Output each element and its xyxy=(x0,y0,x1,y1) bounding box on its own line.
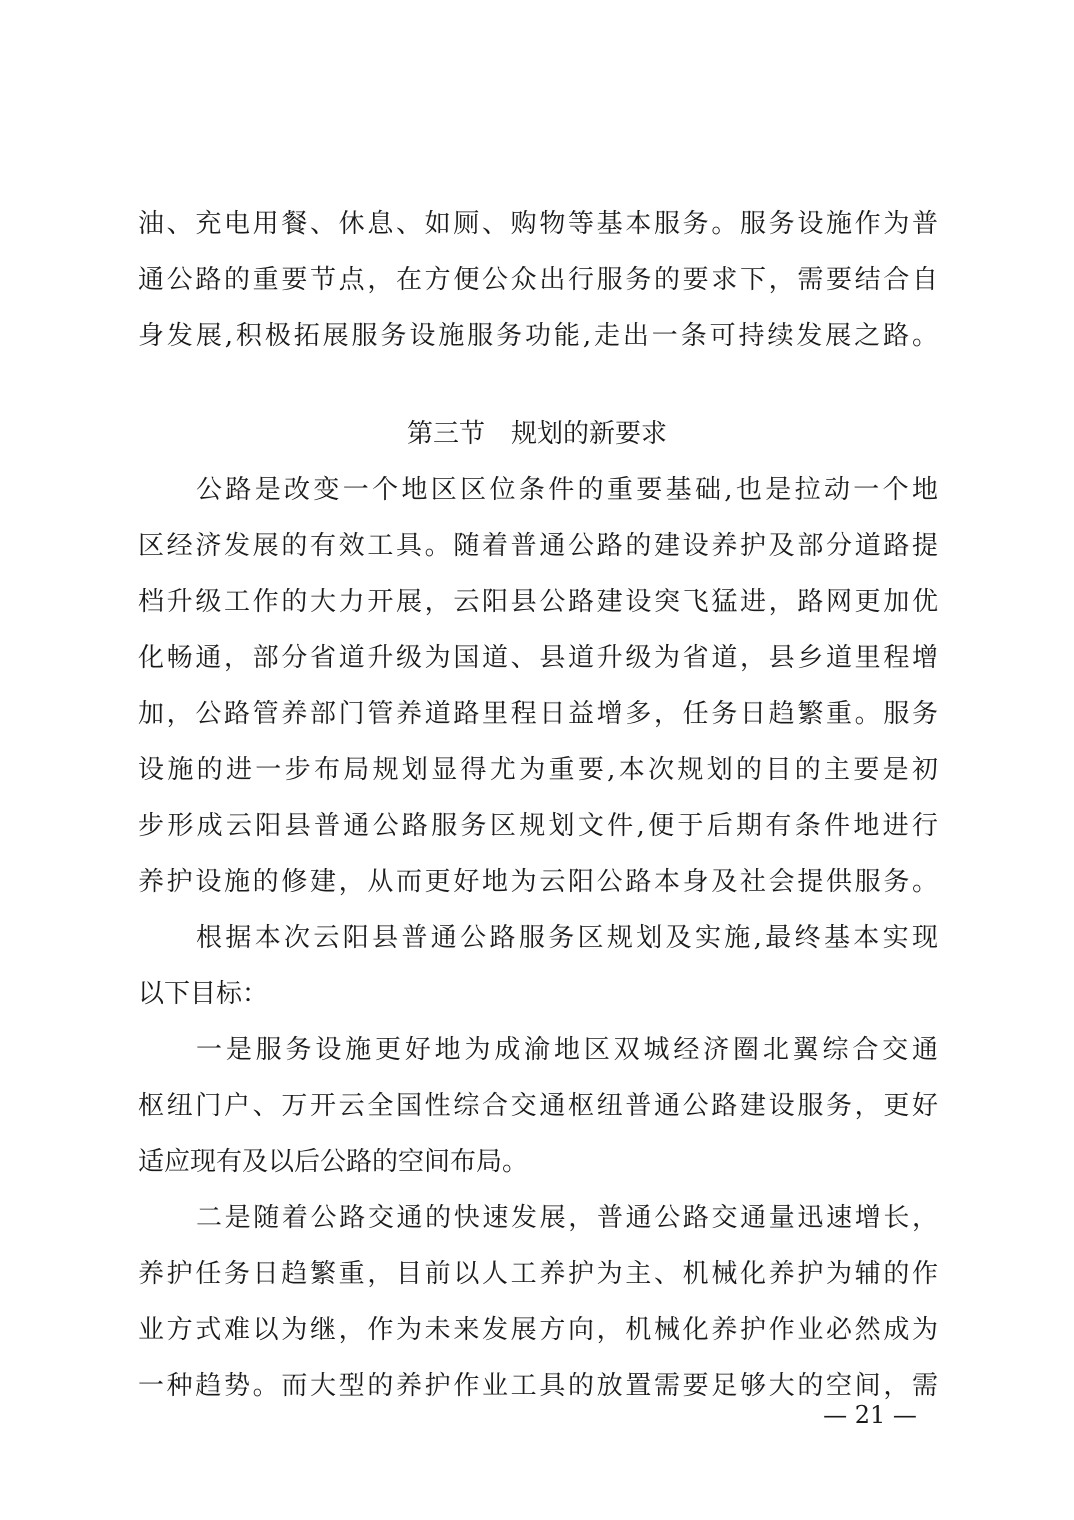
text-line: 以下目标： xyxy=(138,979,269,1009)
text-line: 枢纽门户、万开云全国性综合交通枢纽普通公路建设服务，更好 xyxy=(138,1091,938,1121)
text-line: 根据本次云阳县普通公路服务区规划及实施,最终基本实现 xyxy=(196,923,938,953)
paragraph-goal-two xyxy=(138,1190,938,1414)
text-line: 区经济发展的有效工具。随着普通公路的建设养护及部分道路提 xyxy=(138,531,938,561)
text-line: 养护设施的修建，从而更好地为云阳公路本身及社会提供服务。 xyxy=(138,867,938,897)
paragraph-purpose xyxy=(138,462,938,910)
paragraph-goal-one xyxy=(138,1022,938,1190)
page-number: — 21 — xyxy=(823,1401,917,1429)
text-line: 档升级工作的大力开展，云阳县公路建设突飞猛进，路网更加优 xyxy=(138,587,938,617)
text-line: 业方式难以为继，作为未来发展方向，机械化养护作业必然成为 xyxy=(138,1315,938,1345)
section-heading: 第三节 规划的新要求 xyxy=(406,419,667,449)
text-line: 一是服务设施更好地为成渝地区双城经济圈北翼综合交通 xyxy=(196,1035,938,1065)
text-line: 二是随着公路交通的快速发展，普通公路交通量迅速增长， xyxy=(196,1203,938,1233)
text-line: 公路是改变一个地区区位条件的重要基础,也是拉动一个地 xyxy=(196,475,938,505)
text-line: 化畅通，部分省道升级为国道、县道升级为省道，县乡道里程增 xyxy=(138,643,938,673)
text-line: 设施的进一步布局规划显得尤为重要,本次规划的目的主要是初 xyxy=(138,755,938,785)
paragraph-continued xyxy=(138,196,938,364)
text-line: 一种趋势。而大型的养护作业工具的放置需要足够大的空间，需 xyxy=(138,1371,938,1401)
text-line: 油、充电用餐、休息、如厕、购物等基本服务。服务设施作为普 xyxy=(138,209,938,239)
text-line: 适应现有及以后公路的空间布局。 xyxy=(138,1147,529,1177)
text-line: 加，公路管养部门管养道路里程日益增多，任务日趋繁重。服务 xyxy=(138,699,938,729)
text-line: 身发展,积极拓展服务设施服务功能,走出一条可持续发展之路。 xyxy=(138,321,938,351)
text-line: 养护任务日趋繁重，目前以人工养护为主、机械化养护为辅的作 xyxy=(138,1259,938,1289)
text-line: 通公路的重要节点，在方便公众出行服务的要求下，需要结合自 xyxy=(138,265,938,295)
text-line: 步形成云阳县普通公路服务区规划文件,便于后期有条件地进行 xyxy=(138,811,938,841)
paragraph-goals-intro xyxy=(138,910,938,1022)
